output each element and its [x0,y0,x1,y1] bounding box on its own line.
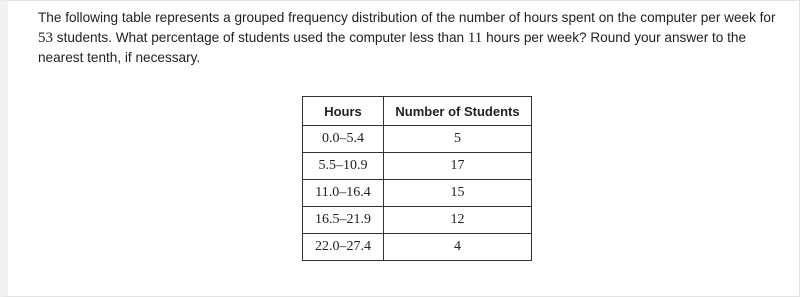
header-hours: Hours [303,97,384,126]
table-row [303,153,532,180]
hours-cell: 5.5–10.9 [303,153,384,180]
question-text-part3: hours per week? Round your answer to the nearest tenth, if necessary. [38,30,747,65]
header-number-of-students: Number of Students [384,97,532,126]
table-header-row [303,97,532,126]
table-row [303,126,532,153]
total-students-number: 53 [38,30,53,46]
hours-cell: 11.0–16.4 [303,180,384,207]
question-text-part1: The following table represents a grouped frequency distribution of the number of hours spent on the computer per week for [38,10,776,25]
students-cell: 15 [384,180,532,207]
table-row [303,234,532,261]
hours-cell: 16.5–21.9 [303,207,384,234]
students-cell: 12 [384,207,532,234]
hours-cell: 0.0–5.4 [303,126,384,153]
hours-threshold-number: 11 [467,30,483,46]
students-cell: 4 [384,234,532,261]
students-cell: 5 [384,126,532,153]
question-text-part2: students. What percentage of students used the computer less than [53,30,468,45]
frequency-table [302,96,532,261]
table-row [303,207,532,234]
students-cell: 17 [384,153,532,180]
question-text [38,8,778,68]
table-row [303,180,532,207]
hours-cell: 22.0–27.4 [303,234,384,261]
